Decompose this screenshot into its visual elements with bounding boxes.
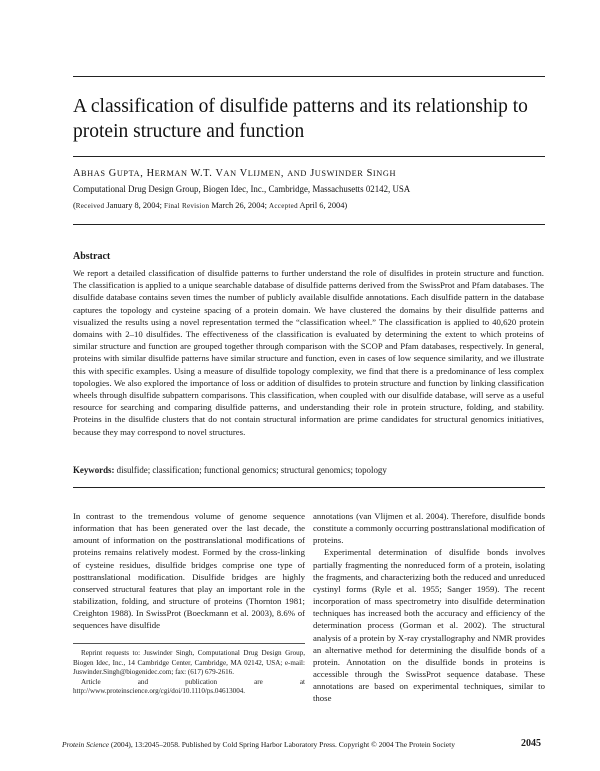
top-rule: [73, 76, 545, 77]
page-footer: [62, 740, 455, 749]
abstract-text: We report a detailed classification of disulfide patterns to further understand the role of disulfides in protein structure and function. The classification is applied to a unique searchable database of disulfide patterns derived from the SwissProt and Pfam databases. The disulfide database contains seven times the number of publicly available disulfide annotations. Each disulfide pattern in the database captures the topology and cysteine spacing of a protein domain. We have clustered the domains by their disulfide patterns and visualized the results using a novel representation termed the “classification wheel.” The classification is applied to 40,620 protein domains with 2–10 disulfides. The effectiveness of the classification is evaluated by determining the extent to which proteins of similar structure and function are grouped together through comparison with the SCOP and Pfam databases, respectively. In general, proteins with similar disulfide patterns have similar structure and function, even in cases of low sequence similarity, and we illustrate this with specific examples. Using a measure of disulfide topology complexity, we find that there is a predominance of less complex topologies. We also explored the importance of loss or addition of disulfides to protein structure and function by linking classification wheels through disulfide subpattern comparisons. This classification, when coupled with our disulfide database, will serve as a useful resource for searching and comparing disulfide patterns, and understanding their role in protein structure, folding, and stability. Proteins in the disulfide clusters that do not contain structural information are prime candidates for structural genomics initiatives, because they may correspond to novel structures.: [73, 268, 544, 437]
body-column-left: [73, 510, 305, 632]
submission-dates: (Received January 8, 2004; Final Revision March 26, 2004; Accepted April 6, 2004): [73, 201, 348, 210]
citation-info: (2004), 13:2045–2058. Published by Cold Spring Harbor Laboratory Press. Copyright © 2004 The Protein Society: [110, 740, 455, 749]
page-number: 2045: [521, 738, 541, 749]
article-title: A classification of disulfide patterns and its relationship to protein structure and function: [73, 96, 528, 142]
abstract-top-rule: [73, 224, 545, 225]
footnote-rule: [73, 643, 305, 644]
body-paragraph: Experimental determination of disulfide bonds involves partially fragmenting the nonreduced form of a protein, isolating the fragments, and characterizing both the reduced and unreduced cystinyl forms (Ryle et al. 1955; Sanger 1959). The recent incorporation of mass spectrometry into disulfide determination techniques has increased both the accuracy and efficiency of the determination process (Gorman et al. 2002). The structural analysis of a protein by X-ray crystallography and NMR provides an alternative method for determining the disulfide bonds of a protein. Annotation on the disulfide bonds in proteins is accessible through the SwissProt sequence database. These annotations are based on experimental techniques, similar to those: [313, 547, 545, 704]
affiliation: Computational Drug Design Group, Biogen Idec, Inc., Cambridge, Massachusetts 02142, USA: [73, 184, 411, 194]
body-column-right: [313, 510, 545, 705]
journal-name: Protein Science: [62, 740, 109, 749]
footnote-article-url: Article and publication are at http://www.proteinscience.org/cgi/doi/10.1110/ps.04613004.: [73, 677, 305, 696]
title-rule: [73, 156, 545, 157]
keywords-label: Keywords:: [73, 465, 115, 475]
body-paragraph: In contrast to the tremendous volume of genome sequence information that has been generated over the last decade, the amount of information on the posttranslational modifications of proteins remains relatively modest. Formed by the cross-linking of cysteine residues, disulfide bridges comprise one type of posttranslational modification. Disulfide bridges are highly conserved structural features that play an important role in the stabilization, folding, and structure of proteins (Thornton 1981; Creighton 1988). In SwissProt (Boeckmann et al. 2003), 8.6% of sequences have disulfide: [73, 511, 305, 631]
footnotes: [73, 649, 305, 697]
author-list: ABHAS GUPTA, HERMAN W.T. VAN VLIJMEN, AND JUSWINDER SINGH: [73, 168, 397, 179]
keywords-text: disulfide; classification; functional genomics; structural genomics; topology: [116, 465, 387, 475]
abstract-heading: Abstract: [73, 251, 111, 262]
body-paragraph: annotations (van Vlijmen et al. 2004). Therefore, disulfide bonds constitute a commonly occurring posttranslational modification of proteins.: [313, 511, 545, 546]
abstract-bottom-rule: [73, 487, 545, 488]
keywords: [73, 465, 544, 475]
footnote-reprint: Reprint requests to: Juswinder Singh, Computational Drug Design Group, Biogen Idec, Inc., 14 Cambridge Center, Cambridge, MA 02142, USA; e-mail: Juswinder.Singh@biogenidec.com; fax: (617) 679-2616.: [73, 649, 305, 677]
